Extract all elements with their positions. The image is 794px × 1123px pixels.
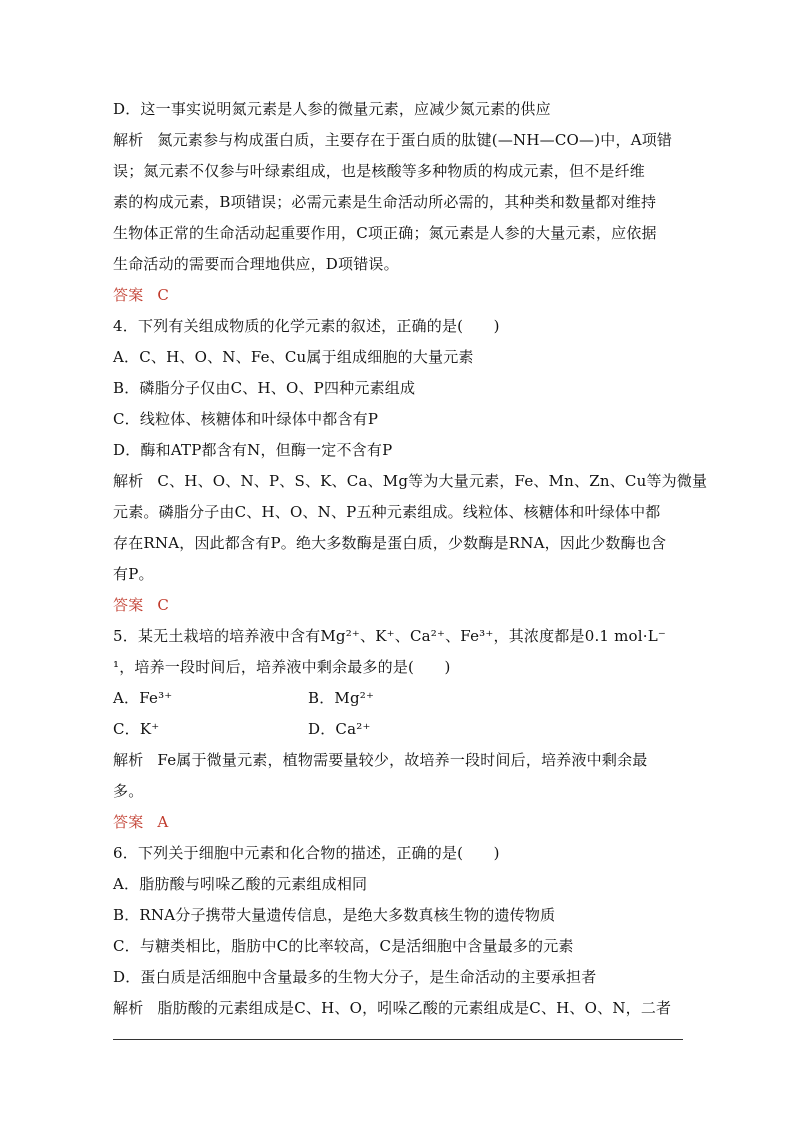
analysis-label: 解析 — [113, 999, 144, 1017]
q3-analysis-line — [113, 125, 683, 156]
q3-analysis-line-4: 生物体正常的生命活动起重要作用，C项正确；氮元素是人参的大量元素，应依据 — [113, 224, 657, 242]
answer-value: C — [157, 596, 170, 614]
q5-option-c: C．K⁺ — [113, 720, 160, 738]
q4-option-b: B．磷脂分子仅由C、H、O、P四种元素组成 — [113, 379, 416, 397]
answer-label: 答案 — [113, 596, 144, 614]
answer-label: 答案 — [113, 286, 144, 304]
q3-analysis-line-5: 生命活动的需要而合理地供应，D项错误。 — [113, 255, 399, 273]
q5-stem: 5．某无土栽培的培养液中含有Mg²⁺、K⁺、Ca²⁺、Fe³⁺，其浓度都是0.1 mol·L⁻ — [113, 627, 667, 645]
q5-option-b: B．Mg²⁺ — [308, 689, 375, 707]
analysis-text: C、H、O、N、P、S、K、Ca、Mg等为大量元素，Fe、Mn、Zn、Cu等为微量 — [157, 472, 708, 490]
analysis-label: 解析 — [113, 472, 144, 490]
analysis-text: 氮元素参与构成蛋白质，主要存在于蛋白质的肽键(—NH—CO—)中，A项错 — [157, 131, 673, 149]
footer-divider — [113, 1039, 683, 1040]
q4-option-a: A．C、H、O、N、Fe、Cu属于组成细胞的大量元素 — [113, 348, 474, 366]
q4-answer — [113, 590, 683, 621]
q6-option-a: A．脂肪酸与吲哚乙酸的元素组成相同 — [113, 875, 368, 893]
q5-analysis-line-2: 多。 — [113, 782, 144, 800]
analysis-label: 解析 — [113, 131, 144, 149]
document-body — [113, 94, 708, 1024]
q5-options-cd — [113, 714, 683, 745]
answer-value: C — [157, 286, 170, 304]
q6-analysis-line — [113, 993, 683, 1024]
q6-option-b: B．RNA分子携带大量遗传信息，是绝大多数真核生物的遗传物质 — [113, 906, 556, 924]
q4-option-d: D．酶和ATP都含有N，但酶一定不含有P — [113, 441, 393, 459]
q5-option-a: A．Fe³⁺ — [113, 689, 173, 707]
q3-analysis-line-3: 素的构成元素，B项错误；必需元素是生命活动所必需的，其种类和数量都对维持 — [113, 193, 657, 211]
q4-analysis-line-4: 有P。 — [113, 565, 154, 583]
q3-answer — [113, 280, 683, 311]
q6-option-c: C．与糖类相比，脂肪中C的比率较高，C是活细胞中含量最多的元素 — [113, 937, 574, 955]
q5-answer — [113, 807, 683, 838]
q4-analysis-line-2: 元素。磷脂分子由C、H、O、N、P五种元素组成。线粒体、核糖体和叶绿体中都 — [113, 503, 661, 521]
answer-label: 答案 — [113, 813, 144, 831]
q5-analysis-line — [113, 745, 683, 776]
q5-stem-2: ¹，培养一段时间后，培养液中剩余最多的是( ) — [113, 658, 451, 676]
q6-stem: 6．下列关于细胞中元素和化合物的描述，正确的是( ) — [113, 844, 500, 862]
analysis-text: Fe属于微量元素，植物需要量较少，故培养一段时间后，培养液中剩余最 — [157, 751, 648, 769]
q4-option-c: C．线粒体、核糖体和叶绿体中都含有P — [113, 410, 379, 428]
q4-analysis-line-3: 存在RNA，因此都含有P。绝大多数酶是蛋白质，少数酶是RNA，因此少数酶也含 — [113, 534, 667, 552]
q5-option-d: D．Ca²⁺ — [308, 720, 371, 738]
q4-analysis-line — [113, 466, 708, 497]
q5-options-ab — [113, 683, 683, 714]
q3-analysis-line-2: 误；氮元素不仅参与叶绿素组成，也是核酸等多种物质的构成元素，但不是纤维 — [113, 162, 646, 180]
q4-stem: 4．下列有关组成物质的化学元素的叙述，正确的是( ) — [113, 317, 500, 335]
analysis-text: 脂肪酸的元素组成是C、H、O，吲哚乙酸的元素组成是C、H、O、N，二者 — [157, 999, 672, 1017]
q6-option-d: D．蛋白质是活细胞中含量最多的生物大分子，是生命活动的主要承担者 — [113, 968, 597, 986]
answer-value: A — [157, 813, 169, 831]
analysis-label: 解析 — [113, 751, 144, 769]
q3-option-d: D．这一事实说明氮元素是人参的微量元素，应减少氮元素的供应 — [113, 100, 551, 118]
